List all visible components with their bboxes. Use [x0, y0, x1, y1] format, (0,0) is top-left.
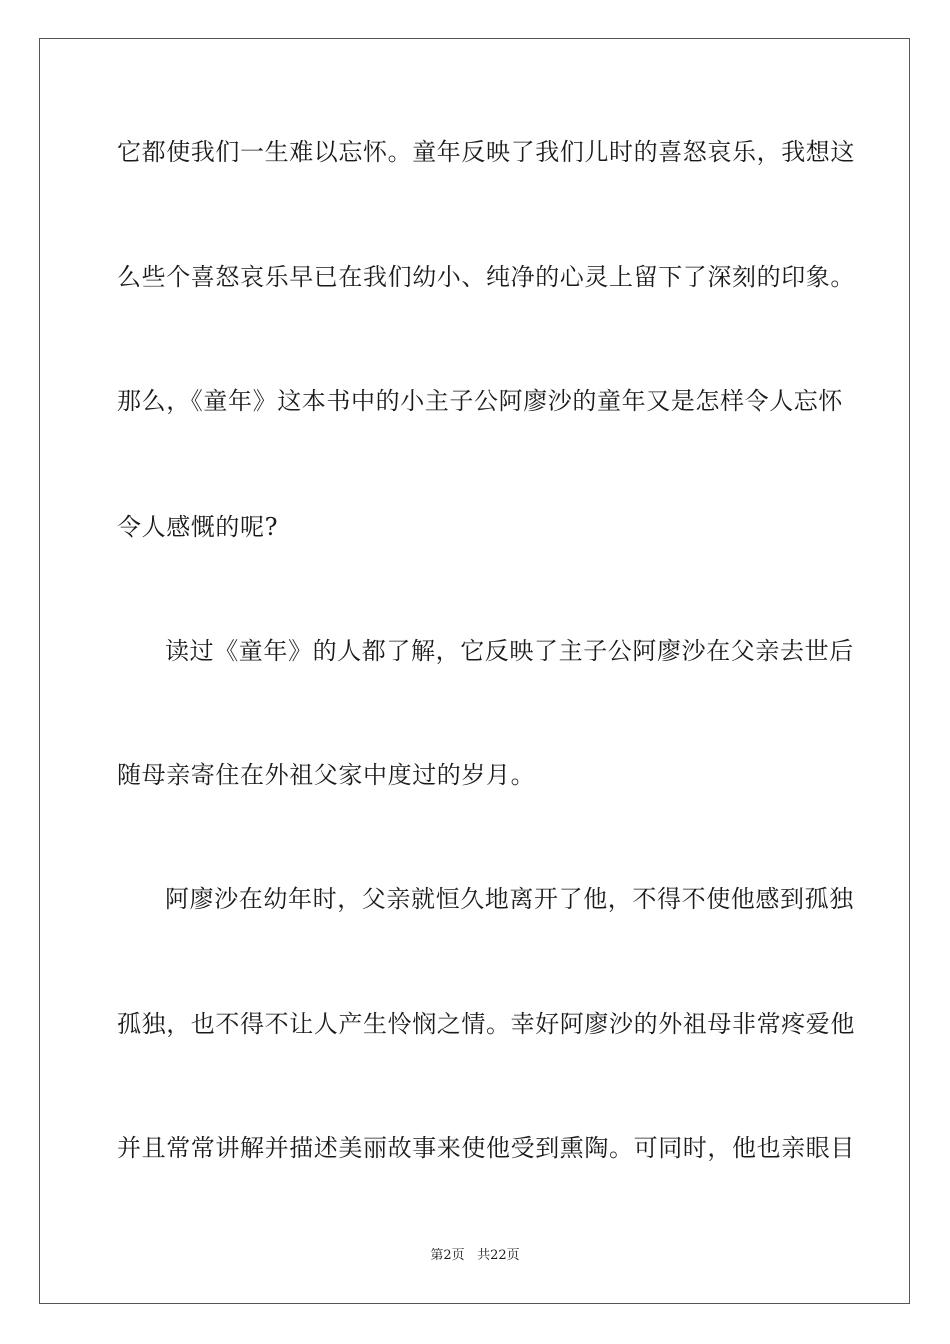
text-line-3: 那么，《童年》这本书中的小主子公阿廖沙的童年又是怎样令人忘怀: [117, 387, 843, 415]
page-number: 第2页: [430, 1248, 465, 1263]
page-footer: [0, 1247, 950, 1265]
text-line-5: 读过《童年》的人都了解，它反映了主子公阿廖沙在父亲去世后: [165, 637, 854, 665]
text-line-1: 它都使我们一生难以忘怀。童年反映了我们儿时的喜怒哀乐，我想这: [117, 138, 855, 166]
total-pages: 共22页: [477, 1248, 520, 1263]
text-line-9: 并且常常讲解并描述美丽故事来使他受到熏陶。可同时，他也亲眼目: [117, 1134, 855, 1162]
text-line-8: 孤独，也不得不让人产生怜悯之情。幸好阿廖沙的外祖母非常疼爱他: [117, 1010, 855, 1038]
text-line-7: 阿廖沙在幼年时，父亲就恒久地离开了他，不得不使他感到孤独: [165, 885, 854, 913]
text-line-4: 令人感慨的呢?: [117, 513, 279, 541]
text-line-2: 么些个喜怒哀乐早已在我们幼小、纯净的心灵上留下了深刻的印象。: [117, 263, 855, 291]
page-border: [39, 38, 910, 1304]
text-line-6: 随母亲寄住在外祖父家中度过的岁月。: [117, 761, 536, 789]
